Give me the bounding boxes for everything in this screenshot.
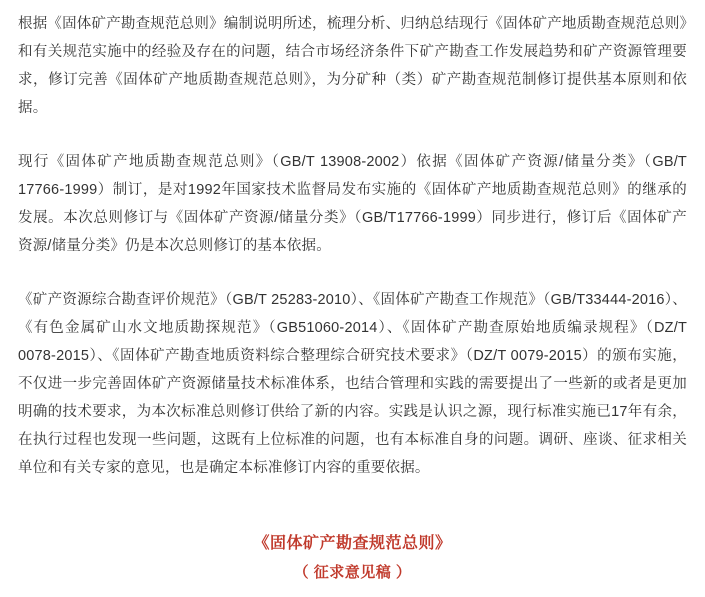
document-title-block	[0, 529, 705, 587]
document-title: 《固体矿产勘查规范总则》	[253, 535, 452, 552]
paragraph-3: 《矿产资源综合勘查评价规范》（GB/T 25283-2010）、《固体矿产勘查工作规范》（GB/T33444-2016）、《有色金属矿山水文地质勘探规范》（GB51060-2014）、《固体矿产勘查原始地质编录规程》（DZ/T 0078-2015）、《固体矿产勘查地质资料综合整理综合研究技术要求》（DZ/T 0079-2015）的颁布实施，不仅进一步完善固体矿产资源储量技术标准体系，也结合管理和实践的需要提出了一些新的或者是更加明确的技术要求，为本次标准总则修订供给了新的内容。实践是认识之源，现行标准实施已17年有余，在执行过程也发现一些问题，这既有上位标准的问题，也有本标准自身的问题。调研、座谈、征求相关单位和有关专家的意见，也是确定本标准修订内容的重要依据。	[18, 292, 687, 476]
paragraph-1: 根据《固体矿产勘查规范总则》编制说明所述，梳理分析、归纳总结现行《固体矿产地质勘查规范总则》和有关规范实施中的经验及存在的问题，结合市场经济条件下矿产勘查工作发展趋势和矿产资源管理要求，修订完善《固体矿产地质勘查规范总则》，为分矿种（类）矿产勘查规范制修订提供基本原则和依据。	[18, 16, 687, 116]
paragraph-2: 现行《固体矿产地质勘查规范总则》（GB/T 13908-2002）依据《固体矿产资源/储量分类》（GB/T 17766-1999）制订，是对1992年国家技术监督局发布实施的《固体矿产地质勘查规范总则》的继承的发展。本次总则修订与《固体矿产资源/储量分类》（GB/T17766-1999）同步进行，修订后《固体矿产资源/储量分类》仍是本次总则修订的基本依据。	[18, 154, 687, 254]
document-subtitle: （ 征求意见稿 ）	[293, 564, 412, 581]
